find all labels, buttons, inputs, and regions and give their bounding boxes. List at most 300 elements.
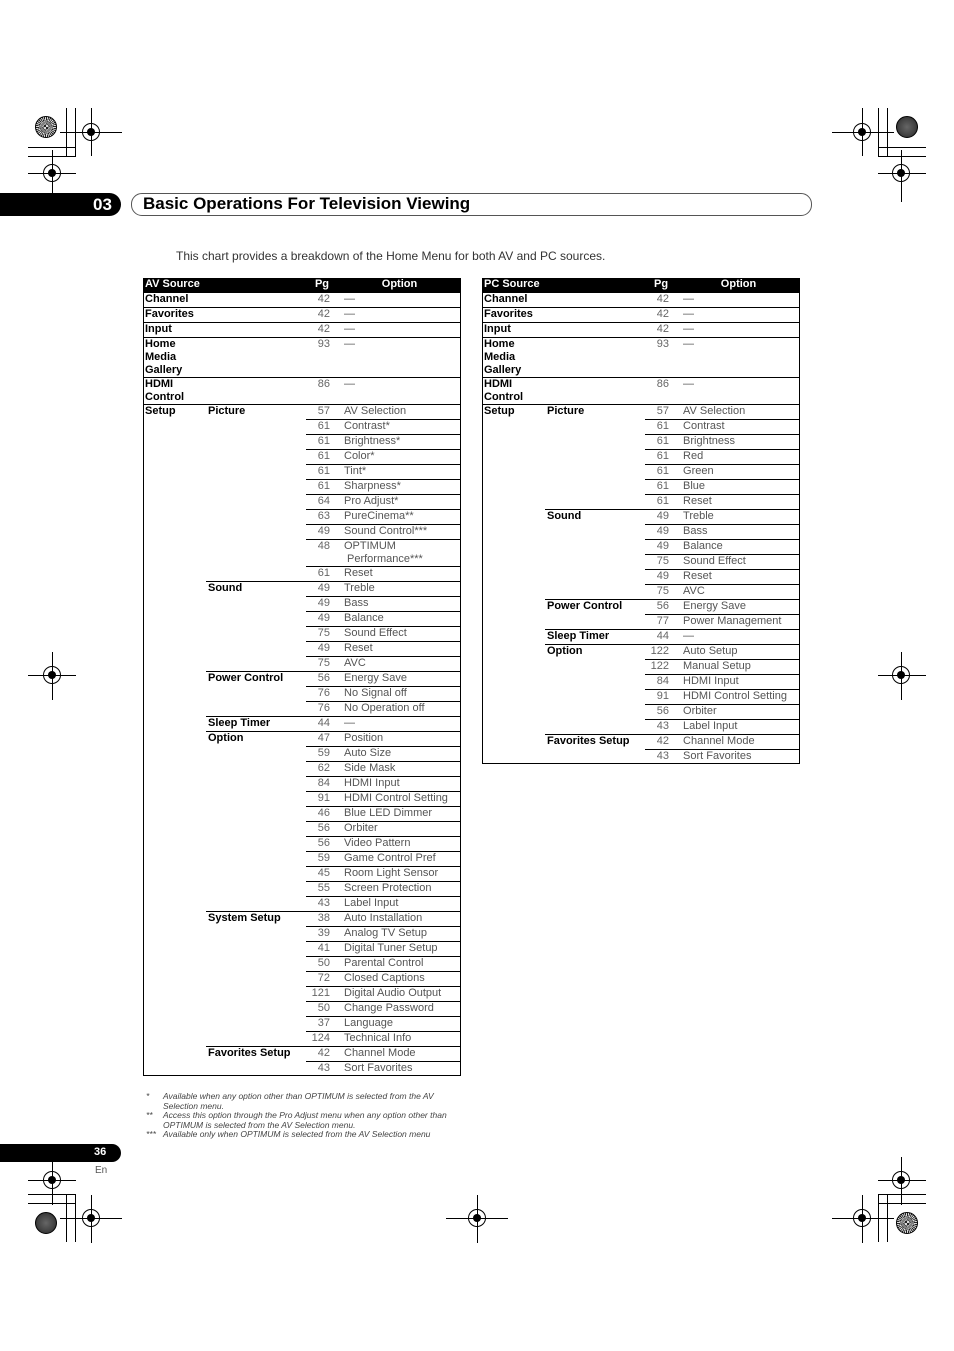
table-row	[143, 972, 461, 987]
table-row	[482, 378, 800, 405]
row-page-number: 63	[306, 510, 338, 525]
row-option: Manual Setup	[677, 660, 800, 675]
row-main-label	[482, 525, 545, 540]
row-main-label	[143, 762, 206, 777]
table-row	[482, 405, 800, 420]
header-source: PC Source	[482, 278, 645, 293]
row-page-number: 75	[645, 555, 677, 570]
row-option: Sort Favorites	[677, 750, 800, 765]
row-sub-label	[206, 308, 306, 323]
row-option: HDMI Input	[677, 675, 800, 690]
table-row	[143, 717, 461, 732]
row-option: Side Mask	[338, 762, 461, 777]
row-option: Label Input	[338, 897, 461, 912]
row-sub-label	[206, 1062, 306, 1077]
row-option: Power Management	[677, 615, 800, 630]
row-page-number: 121	[306, 987, 338, 1002]
row-page-number: 75	[645, 585, 677, 600]
row-option: —	[338, 717, 461, 732]
table-row	[482, 690, 800, 705]
row-page-number: 43	[306, 897, 338, 912]
row-option: Sort Favorites	[338, 1062, 461, 1077]
table-row	[143, 987, 461, 1002]
table-row	[143, 912, 461, 927]
row-main-label	[143, 627, 206, 642]
row-main-label: Input	[143, 323, 206, 338]
table-row	[482, 420, 800, 435]
row-main-label	[143, 567, 206, 582]
row-sub-label: Sleep Timer	[545, 630, 645, 645]
row-page-number: 49	[306, 612, 338, 627]
row-sub-label	[206, 378, 306, 405]
row-sub-label: Option	[545, 645, 645, 660]
row-option: Bass	[338, 597, 461, 612]
row-sub-label	[206, 525, 306, 540]
row-page-number: 42	[645, 323, 677, 338]
row-page-number: 64	[306, 495, 338, 510]
row-option: Red	[677, 450, 800, 465]
language-code: En	[95, 1165, 108, 1176]
row-option: Orbiter	[338, 822, 461, 837]
row-page-number: 56	[306, 837, 338, 852]
row-option: Position	[338, 732, 461, 747]
table-row	[143, 942, 461, 957]
table-row	[143, 597, 461, 612]
table-row	[482, 600, 800, 615]
row-main-label: Setup	[482, 405, 545, 420]
row-page-number: 43	[306, 1062, 338, 1077]
row-page-number: 48	[306, 540, 338, 567]
row-page-number: 49	[306, 642, 338, 657]
row-page-number: 84	[306, 777, 338, 792]
table-row	[482, 323, 800, 338]
row-option: AV Selection	[338, 405, 461, 420]
table-row	[143, 1032, 461, 1047]
row-option: Sound Effect	[677, 555, 800, 570]
table-row	[143, 702, 461, 717]
row-page-number: 49	[306, 525, 338, 540]
row-sub-label	[206, 480, 306, 495]
row-page-number: 43	[645, 750, 677, 765]
row-page-number: 42	[645, 293, 677, 308]
row-main-label	[143, 927, 206, 942]
row-page-number: 41	[306, 942, 338, 957]
row-main-label	[143, 777, 206, 792]
row-sub-label	[545, 750, 645, 765]
row-main-label	[143, 957, 206, 972]
row-option: Room Light Sensor	[338, 867, 461, 882]
row-option: Digital Audio Output	[338, 987, 461, 1002]
row-sub-label	[545, 570, 645, 585]
row-page-number: 42	[306, 323, 338, 338]
table-row	[143, 762, 461, 777]
row-sub-label	[206, 510, 306, 525]
row-page-number: 76	[306, 702, 338, 717]
row-page-number: 49	[645, 525, 677, 540]
footnote: ** Access this option through the Pro Adjust menu when any option other than OPTIMUM is selected from the AV Selection menu.	[146, 1110, 447, 1130]
row-option: HDMI Control Setting	[338, 792, 461, 807]
row-main-label	[482, 420, 545, 435]
row-option: Pro Adjust*	[338, 495, 461, 510]
table-row	[143, 807, 461, 822]
row-page-number: 91	[645, 690, 677, 705]
row-sub-label	[545, 585, 645, 600]
row-sub-label: Sound	[545, 510, 645, 525]
table-row	[482, 675, 800, 690]
row-sub-label	[206, 897, 306, 912]
row-page-number: 55	[306, 882, 338, 897]
header-option: Option	[338, 278, 461, 293]
row-sub-label	[206, 495, 306, 510]
table-row	[143, 1017, 461, 1032]
row-option: Treble	[677, 510, 800, 525]
table-row	[143, 957, 461, 972]
row-option: Technical Info	[338, 1032, 461, 1047]
row-sub-label: Option	[206, 732, 306, 747]
row-page-number: 124	[306, 1032, 338, 1047]
row-sub-label: Sleep Timer	[206, 717, 306, 732]
row-option: Contrast*	[338, 420, 461, 435]
row-main-label	[143, 642, 206, 657]
row-page-number: 93	[306, 338, 338, 378]
table-row	[482, 720, 800, 735]
row-sub-label	[545, 540, 645, 555]
row-main-label: Favorites	[143, 308, 206, 323]
row-page-number: 43	[645, 720, 677, 735]
row-main-label	[482, 660, 545, 675]
row-page-number: 56	[306, 822, 338, 837]
row-page-number: 45	[306, 867, 338, 882]
row-page-number: 122	[645, 660, 677, 675]
row-page-number: 44	[306, 717, 338, 732]
header-pg: Pg	[645, 278, 677, 293]
pc-source-table	[482, 278, 800, 764]
row-option: Sound Control***	[338, 525, 461, 540]
row-sub-label	[206, 792, 306, 807]
row-option: Label Input	[677, 720, 800, 735]
table-row	[143, 540, 461, 567]
row-sub-label: Picture	[206, 405, 306, 420]
row-main-label	[143, 732, 206, 747]
table-row	[482, 465, 800, 480]
row-main-label	[482, 615, 545, 630]
row-option: —	[338, 308, 461, 323]
registration-dial-top-right	[896, 116, 918, 138]
row-main-label	[143, 867, 206, 882]
row-main-label	[143, 882, 206, 897]
row-option: Analog TV Setup	[338, 927, 461, 942]
table-row	[143, 792, 461, 807]
row-main-label	[143, 792, 206, 807]
row-page-number: 72	[306, 972, 338, 987]
row-option: AV Selection	[677, 405, 800, 420]
row-page-number: 77	[645, 615, 677, 630]
page-number: 36	[94, 1146, 107, 1158]
row-page-number: 86	[645, 378, 677, 405]
row-option: Digital Tuner Setup	[338, 942, 461, 957]
row-option: Reset	[338, 567, 461, 582]
row-main-label	[482, 450, 545, 465]
row-main-label	[482, 510, 545, 525]
row-main-label	[143, 837, 206, 852]
table-header-row	[482, 278, 800, 293]
row-option: Video Pattern	[338, 837, 461, 852]
row-main-label	[482, 555, 545, 570]
row-option: Language	[338, 1017, 461, 1032]
table-row	[143, 435, 461, 450]
row-sub-label	[545, 660, 645, 675]
row-page-number: 59	[306, 747, 338, 762]
row-sub-label	[545, 615, 645, 630]
row-sub-label	[545, 720, 645, 735]
table-row	[482, 735, 800, 750]
row-main-label: Input	[482, 323, 545, 338]
row-page-number: 50	[306, 957, 338, 972]
row-main-label	[143, 852, 206, 867]
table-row	[482, 338, 800, 378]
row-sub-label	[206, 702, 306, 717]
row-page-number: 61	[645, 465, 677, 480]
row-sub-label	[206, 338, 306, 378]
row-main-label	[143, 1002, 206, 1017]
row-option: Screen Protection	[338, 882, 461, 897]
row-sub-label: System Setup	[206, 912, 306, 927]
row-option: PureCinema**	[338, 510, 461, 525]
table-row	[143, 1047, 461, 1062]
row-sub-label: Picture	[545, 405, 645, 420]
row-option: Balance	[338, 612, 461, 627]
table-row	[482, 495, 800, 510]
row-sub-label	[206, 1017, 306, 1032]
row-sub-label	[545, 495, 645, 510]
row-option: —	[677, 323, 800, 338]
row-main-label: HDMI Control	[482, 378, 545, 405]
row-main-label	[143, 912, 206, 927]
row-sub-label	[206, 852, 306, 867]
row-sub-label: Power Control	[545, 600, 645, 615]
row-page-number: 61	[306, 567, 338, 582]
row-main-label	[482, 540, 545, 555]
row-sub-label	[545, 555, 645, 570]
table-row	[143, 378, 461, 405]
table-row	[143, 510, 461, 525]
row-main-label: HDMI Control	[143, 378, 206, 405]
row-sub-label	[206, 957, 306, 972]
row-main-label	[482, 630, 545, 645]
row-page-number: 93	[645, 338, 677, 378]
row-main-label	[482, 600, 545, 615]
row-main-label	[143, 702, 206, 717]
row-page-number: 61	[645, 420, 677, 435]
row-option: Reset	[677, 495, 800, 510]
row-option: —	[677, 630, 800, 645]
table-row	[143, 687, 461, 702]
row-page-number: 49	[645, 570, 677, 585]
table-row	[482, 293, 800, 308]
table-row	[143, 525, 461, 540]
table-row	[143, 1062, 461, 1077]
row-page-number: 42	[306, 308, 338, 323]
table-row	[143, 582, 461, 597]
row-sub-label	[545, 450, 645, 465]
av-source-table	[143, 278, 461, 1076]
table-row	[143, 657, 461, 672]
table-row	[143, 465, 461, 480]
table-row	[143, 450, 461, 465]
table-row	[143, 837, 461, 852]
row-option: Auto Installation	[338, 912, 461, 927]
row-page-number: 61	[306, 420, 338, 435]
row-page-number: 61	[306, 435, 338, 450]
row-option: —	[677, 338, 800, 378]
row-option: AVC	[677, 585, 800, 600]
table-row	[143, 323, 461, 338]
chapter-number: 03	[93, 195, 112, 214]
row-main-label	[143, 897, 206, 912]
row-sub-label	[206, 747, 306, 762]
table-row	[143, 1002, 461, 1017]
table-header-row	[143, 278, 461, 293]
row-main-label	[143, 525, 206, 540]
table-row	[143, 672, 461, 687]
row-sub-label	[206, 567, 306, 582]
row-sub-label	[206, 837, 306, 852]
row-sub-label	[206, 597, 306, 612]
table-row	[482, 585, 800, 600]
row-main-label	[143, 1047, 206, 1062]
table-row	[482, 615, 800, 630]
table-row	[482, 510, 800, 525]
row-page-number: 50	[306, 1002, 338, 1017]
row-option: Orbiter	[677, 705, 800, 720]
row-page-number: 56	[645, 600, 677, 615]
row-page-number: 61	[306, 450, 338, 465]
row-main-label	[143, 807, 206, 822]
table-row	[482, 525, 800, 540]
row-sub-label	[206, 867, 306, 882]
row-sub-label	[206, 657, 306, 672]
row-sub-label	[206, 612, 306, 627]
row-sub-label	[206, 293, 306, 308]
row-main-label	[482, 435, 545, 450]
row-option: —	[338, 378, 461, 405]
row-sub-label: Favorites Setup	[206, 1047, 306, 1062]
row-sub-label	[206, 987, 306, 1002]
row-sub-label	[206, 942, 306, 957]
table-row	[143, 567, 461, 582]
row-option: Bass	[677, 525, 800, 540]
row-main-label	[482, 735, 545, 750]
row-page-number: 37	[306, 1017, 338, 1032]
header-source: AV Source	[143, 278, 306, 293]
row-option: OPTIMUM Performance***	[338, 540, 461, 567]
row-sub-label: Sound	[206, 582, 306, 597]
row-main-label	[143, 657, 206, 672]
row-option: Brightness*	[338, 435, 461, 450]
row-option: Tint*	[338, 465, 461, 480]
footnote: *** Available only when OPTIMUM is selected from the AV Selection menu	[146, 1129, 431, 1140]
row-option: Change Password	[338, 1002, 461, 1017]
row-option: Sound Effect	[338, 627, 461, 642]
row-page-number: 62	[306, 762, 338, 777]
row-main-label	[143, 435, 206, 450]
row-main-label	[143, 1062, 206, 1077]
row-page-number: 42	[306, 1047, 338, 1062]
row-page-number: 49	[645, 510, 677, 525]
row-sub-label	[206, 687, 306, 702]
footnote: * Available when any option other than OPTIMUM is selected from the AV Selection menu.	[146, 1091, 434, 1111]
table-row	[143, 627, 461, 642]
table-row	[143, 777, 461, 792]
row-main-label	[143, 1017, 206, 1032]
row-sub-label	[545, 690, 645, 705]
row-page-number: 39	[306, 927, 338, 942]
row-sub-label	[206, 540, 306, 567]
row-option: Sharpness*	[338, 480, 461, 495]
row-main-label	[143, 540, 206, 567]
row-option: —	[338, 323, 461, 338]
row-option: —	[677, 308, 800, 323]
row-page-number: 46	[306, 807, 338, 822]
row-main-label	[482, 690, 545, 705]
row-sub-label: Favorites Setup	[545, 735, 645, 750]
table-row	[143, 747, 461, 762]
table-row	[143, 293, 461, 308]
row-main-label	[143, 822, 206, 837]
row-page-number: 86	[306, 378, 338, 405]
table-row	[482, 630, 800, 645]
table-row	[143, 897, 461, 912]
table-row	[143, 882, 461, 897]
row-option: Balance	[677, 540, 800, 555]
row-page-number: 61	[645, 435, 677, 450]
row-main-label	[482, 750, 545, 765]
row-main-label: Home Media Gallery	[482, 338, 545, 378]
row-main-label	[143, 480, 206, 495]
row-page-number: 42	[645, 308, 677, 323]
footnotes	[146, 1092, 466, 1140]
row-page-number: 76	[306, 687, 338, 702]
row-page-number: 38	[306, 912, 338, 927]
row-sub-label	[545, 323, 645, 338]
row-option: Reset	[677, 570, 800, 585]
table-row	[143, 420, 461, 435]
row-sub-label	[206, 642, 306, 657]
row-sub-label	[545, 378, 645, 405]
table-row	[482, 750, 800, 765]
row-sub-label	[206, 465, 306, 480]
row-sub-label	[206, 807, 306, 822]
row-option: —	[338, 338, 461, 378]
row-sub-label	[206, 323, 306, 338]
row-sub-label	[545, 465, 645, 480]
row-main-label	[143, 420, 206, 435]
row-main-label	[143, 465, 206, 480]
row-main-label	[143, 687, 206, 702]
row-page-number: 42	[645, 735, 677, 750]
table-row	[143, 732, 461, 747]
row-main-label	[482, 720, 545, 735]
table-row	[143, 480, 461, 495]
row-option: Brightness	[677, 435, 800, 450]
row-main-label	[482, 675, 545, 690]
table-row	[482, 570, 800, 585]
row-option: No Signal off	[338, 687, 461, 702]
row-option: Closed Captions	[338, 972, 461, 987]
row-sub-label	[206, 450, 306, 465]
table-row	[143, 927, 461, 942]
row-main-label	[143, 942, 206, 957]
